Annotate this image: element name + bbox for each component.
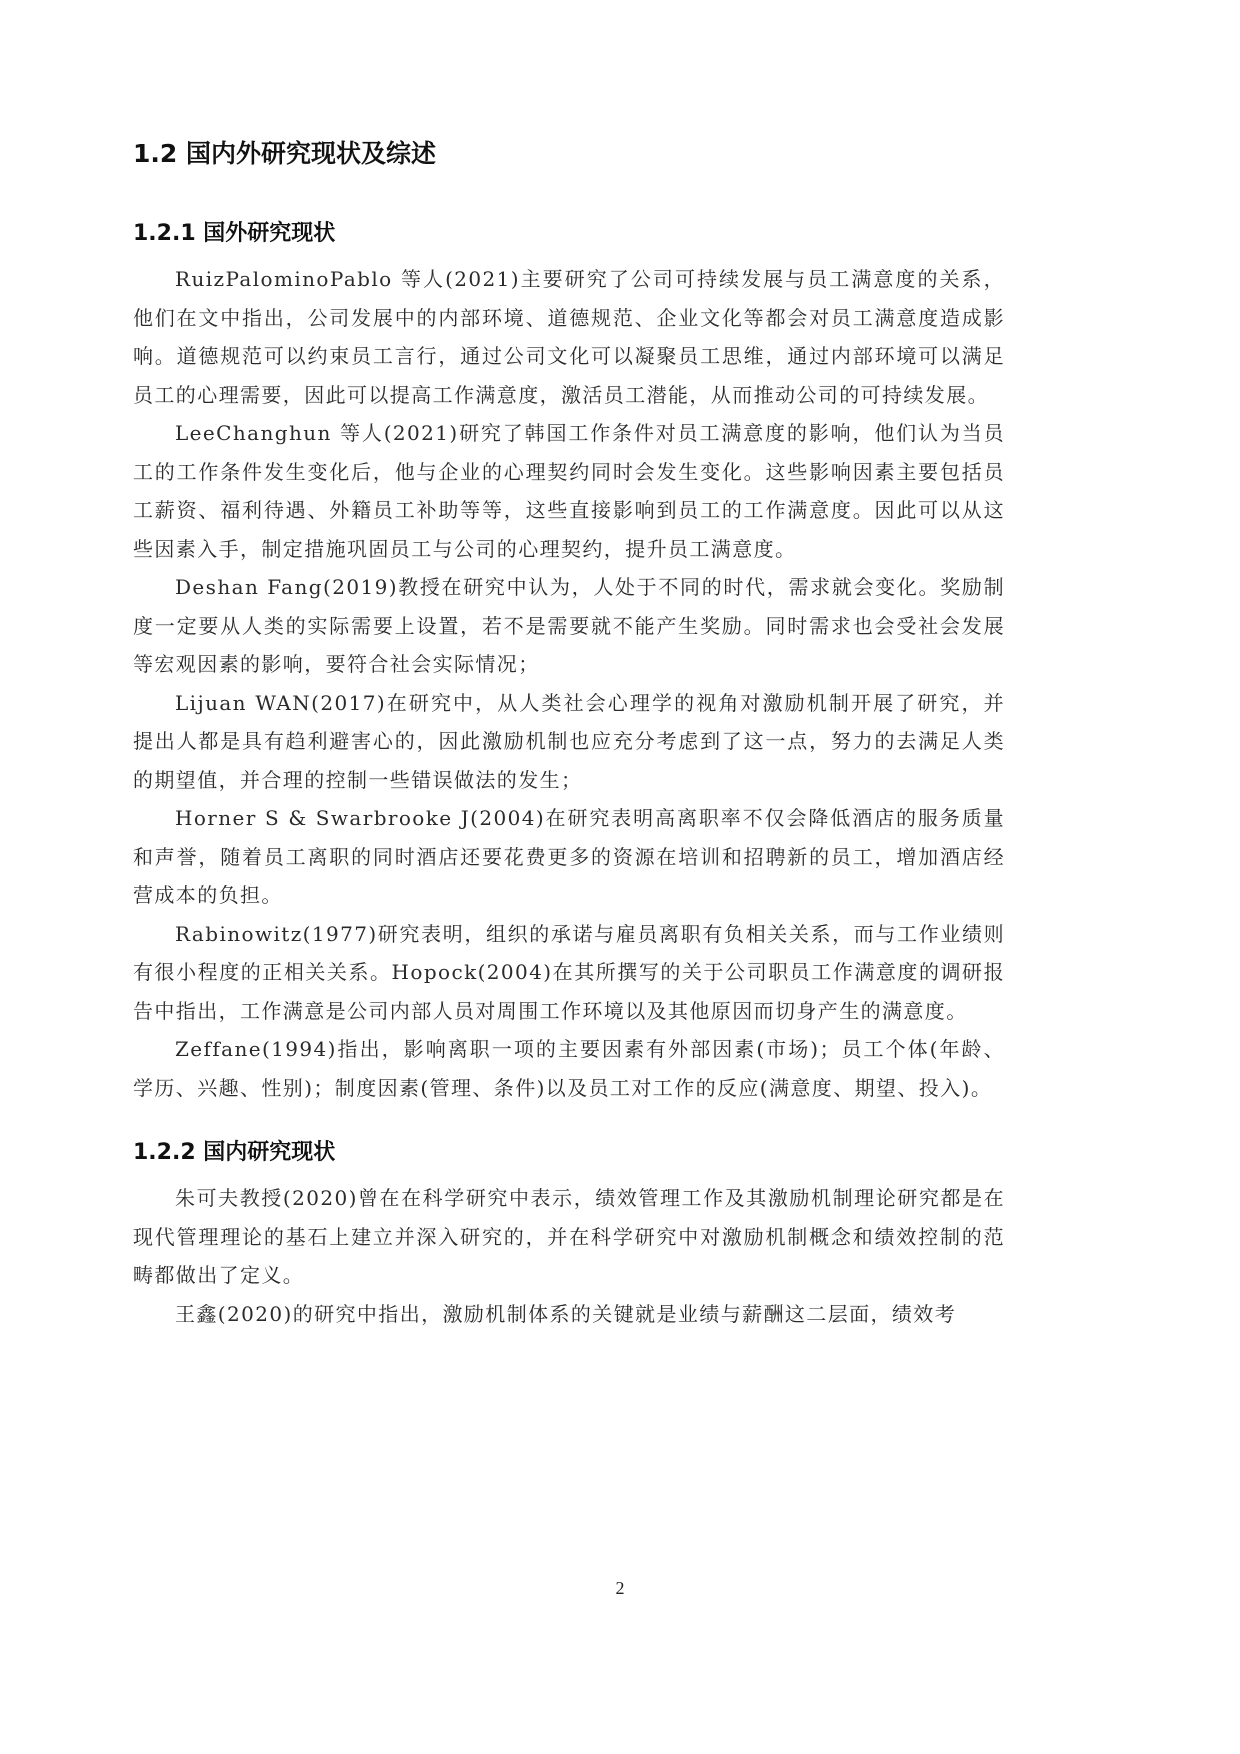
section-heading-1-2-1: 1.2.1 国外研究现状 (133, 221, 336, 246)
paragraph: RuizPalominoPablo 等人(2021)主要研究了公司可持续发展与员工满意度的关系，他们在文中指出，公司发展中的内部环境、道德规范、企业文化等都会对员工满意度造成影响。道德规范可以约束员工言行，通过公司文化可以凝聚员工思维，通过内部环境可以满足员工的心理需要，因此可以提高工作满意度，激活员工潜能，从而推动公司的可持续发展。 (133, 267, 1005, 407)
paragraph: LeeChanghun 等人(2021)研究了韩国工作条件对员工满意度的影响，他们认为当员工的工作条件发生变化后，他与企业的心理契约同时会发生变化。这些影响因素主要包括员工薪资、福利待遇、外籍员工补助等等，这些直接影响到员工的工作满意度。因此可以从这些因素入手，制定措施巩固员工与公司的心理契约，提升员工满意度。 (133, 421, 1005, 561)
page-number: 2 (615, 1578, 625, 1598)
page-content (133, 132, 1005, 1333)
paragraph: Horner S & Swarbrooke J(2004)在研究表明高离职率不仅会降低酒店的服务质量和声誉，随着员工离职的同时酒店还要花费更多的资源在培训和招聘新的员工，增加酒店经营成本的负担。 (133, 806, 1005, 907)
paragraph: 朱可夫教授(2020)曾在在科学研究中表示，绩效管理工作及其激励机制理论研究都是在现代管理理论的基石上建立并深入研究的，并在科学研究中对激励机制概念和绩效控制的范畴都做出了定义。 (133, 1186, 1005, 1287)
paragraph: 王鑫(2020)的研究中指出，激励机制体系的关键就是业绩与薪酬这二层面，绩效考 (175, 1301, 957, 1326)
paragraph: Deshan Fang(2019)教授在研究中认为，人处于不同的时代，需求就会变化。奖励制度一定要从人类的实际需要上设置，若不是需要就不能产生奖励。同时需求也会受社会发展等宏观因素的影响，要符合社会实际情况； (133, 575, 1005, 676)
paragraph: Zeffane(1994)指出，影响离职一项的主要因素有外部因素(市场)；员工个体(年龄、学历、兴趣、性别)；制度因素(管理、条件)以及员工对工作的反应(满意度、期望、投入)。 (133, 1037, 1005, 1100)
paragraph: Rabinowitz(1977)研究表明，组织的承诺与雇员离职有负相关关系，而与工作业绩则有很小程度的正相关关系。Hopock(2004)在其所撰写的关于公司职员工作满意度的调研报告中指出，工作满意是公司内部人员对周围工作环境以及其他原因而切身产生的满意度。 (133, 921, 1005, 1023)
section-heading-1-2: 1.2 国内外研究现状及综述 (133, 139, 436, 168)
paragraph: Lijuan WAN(2017)在研究中，从人类社会心理学的视角对激励机制开展了研究，并提出人都是具有趋利避害心的，因此激励机制也应充分考虑到了这一点，努力的去满足人类的期望值，并合理的控制一些错误做法的发生； (133, 690, 1005, 792)
section-heading-1-2-2: 1.2.2 国内研究现状 (133, 1140, 336, 1165)
